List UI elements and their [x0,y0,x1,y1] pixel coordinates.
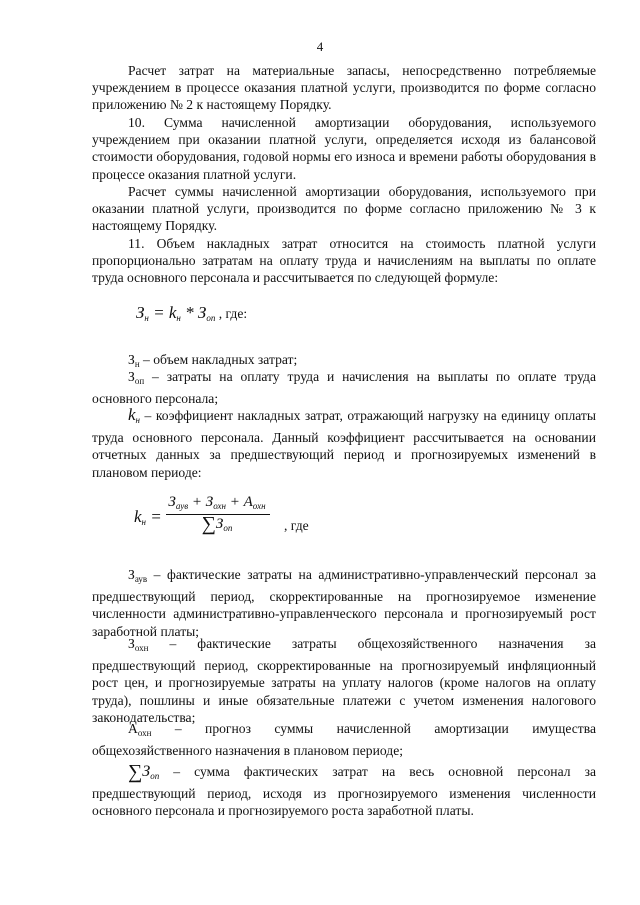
formula-tail: , где: [215,306,248,321]
fraction-denominator [162,513,272,537]
fraction-numerator [162,494,272,515]
def-symbol-sub: н [134,359,140,369]
def-text: – фактические затраты на административно-управленческий персонал за предшествующий период, скорректированные на прогнозируемое изменение численности административно-управленческого персонала и прогнозируемый рост заработной платы; [92,567,596,639]
formula-sub: аув [175,501,189,511]
def-text: – прогноз суммы начисленной амортизации имущества общехозяйственного назначения в плановом периоде; [92,721,596,759]
def-symbol: k [128,405,136,424]
def-kn [92,406,596,481]
formula-var: З [197,303,207,322]
formula-overhead [136,304,247,327]
def-zohn [92,635,596,726]
paragraph-11-overhead: 11. Объем накладных затрат относится на стоимость платной услуги пропорционально затратам на оплату труда и начислениям на выплаты по оплате труда основного персонала и рассчитывается по следующей формуле: [92,236,596,286]
formula-op: * [180,303,198,322]
paragraph-10-depreciation: 10. Сумма начисленной амортизации оборудования, используемого учреждением при оказании платной услуги, определяется исходя из балансовой стоимости оборудования, годовой нормы его износа и времени работы оборудования в процессе оказания платной услуги. [92,115,596,182]
paragraph-material-costs: Расчет затрат на материальные запасы, непосредственно потребляемые учреждением в процессе оказания платной услуги, производится по форме согласно приложению № 2 к настоящему Порядку. [92,63,596,113]
formula-var: k [134,507,142,526]
formula-eq: = [148,303,169,322]
sum-sign: ∑ [201,513,216,535]
formula-sub: оп [206,313,216,323]
def-symbol: А [128,721,138,736]
def-sum-zop [92,763,596,820]
def-symbol: З [128,352,135,367]
def-symbol: З [128,369,135,384]
formula-kn-lhs [134,508,162,531]
formula-kn-tail: , где [284,518,309,533]
def-symbol-sub: аув [134,574,148,584]
def-text: – затраты на оплату труда и начисления на выплаты по оплате труда основного персонала; [92,369,596,407]
def-symbol: З [128,567,135,582]
def-symbol-sub: оп [134,376,145,386]
formula-var: З [215,516,224,532]
formula-var: З [168,494,176,510]
fraction-bar [166,514,270,515]
def-zop [92,368,596,407]
formula-var: З [205,494,214,510]
def-symbol: З [128,636,135,651]
formula-eq: = [146,507,162,526]
formula-op: + [226,494,244,510]
paragraph-depreciation-form: Расчет суммы начисленной амортизации оборудования, используемого при оказании платной услуги, производится по форме согласно приложению № 3 к настоящему Порядку. [92,184,596,234]
formula-var: З [136,303,145,322]
def-symbol-sub: оп [150,771,160,781]
def-zaup [92,566,596,640]
formula-sub: н [144,313,149,323]
def-text: – сумма фактических затрат на весь основной персонал за предшествующий период, исходя из прогнозируемого изменения численности основного персонала и прогнозируемого роста заработной платы. [92,764,596,819]
def-aohn [92,720,596,759]
formula-sub: охн [213,501,226,511]
formula-var: А [243,494,253,510]
formula-var: k [168,303,177,322]
def-symbol-sub: охн [137,728,152,738]
formula-sub: оп [223,523,233,533]
sum-sign: ∑ [128,761,143,783]
def-symbol-sub: н [135,415,141,425]
formula-op: + [188,494,206,510]
page-number: 4 [316,39,324,54]
def-text: – фактические затраты общехозяйственного назначения за предшествующий период, скорректированные на прогнозируемый инфляционный рост цен, и прогнозируемые затраты на уплату налогов (кроме налогов на оплату труда), пошлины и иные обязательные платежи с учетом изменения налогового законодательства; [92,636,596,725]
formula-sub: н [176,313,181,323]
def-symbol-sub: охн [134,643,149,653]
def-symbol: З [142,763,151,780]
def-text: – коэффициент накладных затрат, отражающий нагрузку на единицу оплаты труда основного персонала. Данный коэффициент рассчитывается на основании отчетных данных за предшествующий период и прогнозируемых изменений в плановом периоде: [92,408,596,480]
def-text: – объем накладных затрат; [139,352,298,367]
formula-sub: н [141,517,147,527]
formula-sub: охн [252,501,266,511]
